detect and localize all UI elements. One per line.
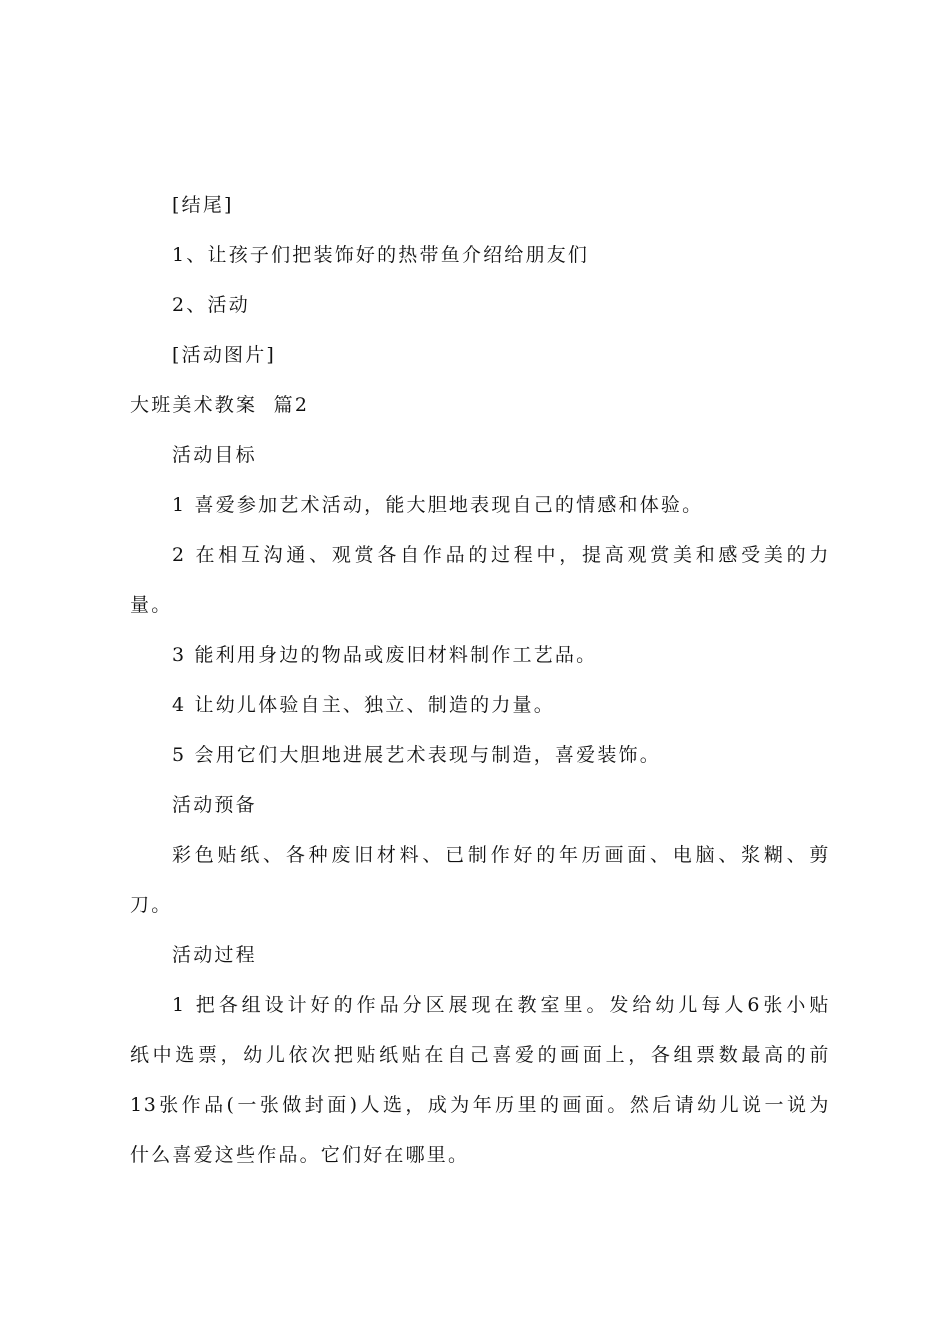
preparation-line-1: 彩色贴纸、各种废旧材料、已制作好的年历画面、电脑、浆糊、剪 xyxy=(172,844,830,866)
process-line-3: 13张作品(一张做封面)人选，成为年历里的画面。然后请幼儿说一说为 xyxy=(130,1094,830,1116)
section-title: 大班美术教案 篇2 xyxy=(130,394,310,416)
pictures-label: [活动图片] xyxy=(172,344,277,366)
goal-item-2: 2 在相互沟通、观赏各自作品的过程中，提高观赏美和感受美的力 xyxy=(172,544,830,566)
preparation-heading: 活动预备 xyxy=(172,794,257,816)
process-heading: 活动过程 xyxy=(172,944,257,966)
ending-item-2: 2、活动 xyxy=(172,294,250,316)
goal-item-2-cont: 量。 xyxy=(130,594,173,616)
ending-heading: [结尾] xyxy=(172,194,234,216)
ending-item-1: 1、让孩子们把装饰好的热带鱼介绍给朋友们 xyxy=(172,244,590,266)
goal-item-1: 1 喜爱参加艺术活动，能大胆地表现自己的情感和体验。 xyxy=(172,494,704,516)
process-line-4: 什么喜爱这些作品。它们好在哪里。 xyxy=(130,1144,470,1166)
goal-item-5: 5 会用它们大胆地进展艺术表现与制造，喜爱装饰。 xyxy=(172,744,661,766)
goals-heading: 活动目标 xyxy=(172,444,257,466)
preparation-line-2: 刀。 xyxy=(130,894,173,916)
process-line-2: 纸中选票，幼儿依次把贴纸贴在自己喜爱的画面上，各组票数最高的前 xyxy=(130,1044,830,1066)
goal-item-3: 3 能利用身边的物品或废旧材料制作工艺品。 xyxy=(172,644,598,666)
process-line-1: 1 把各组设计好的作品分区展现在教室里。发给幼儿每人6张小贴 xyxy=(172,994,830,1016)
goal-item-4: 4 让幼儿体验自主、独立、制造的力量。 xyxy=(172,694,555,716)
